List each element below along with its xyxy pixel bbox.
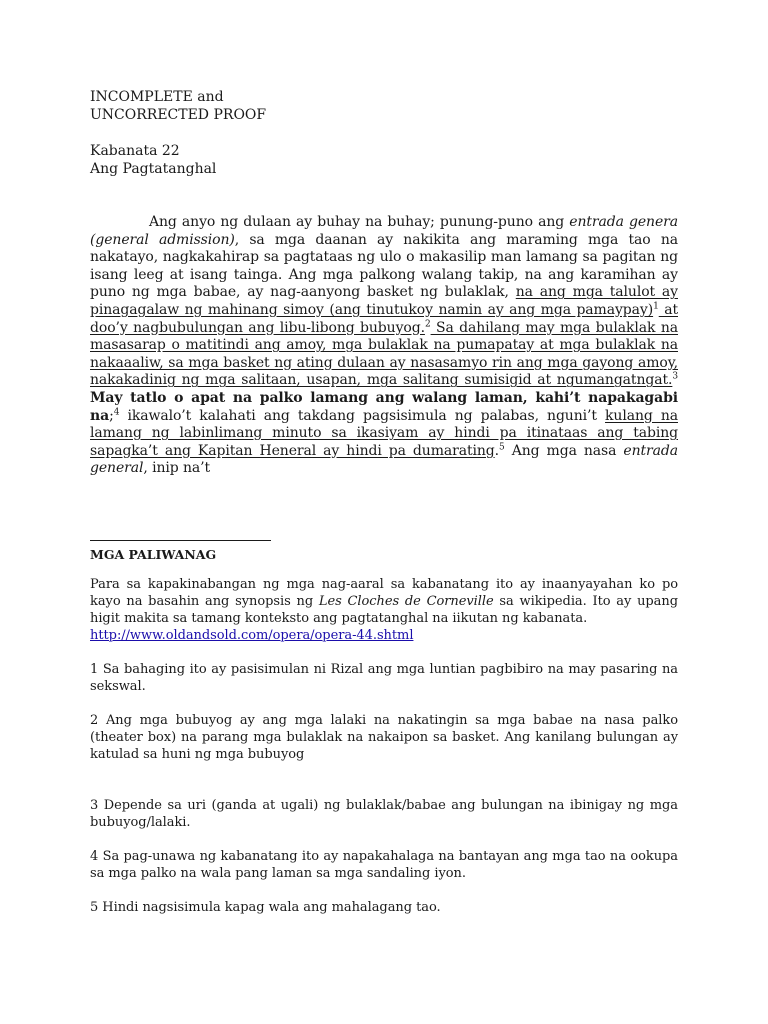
footnote-separator [90,540,271,541]
notes-heading: MGA PALIWANAG [90,547,217,562]
proof-notice-line-2: UNCORRECTED PROOF [90,107,267,123]
footnote-4: 4 Sa pag-unawa ng kabanatang ito ay napakahalaga na bantayan ang mga tao na ookupa sa mga palko na wala pang laman sa mga sandaling iyon. [90,849,678,881]
chapter-title: Ang Pagtatanghal [90,161,217,177]
footnote-3: 3 Depende sa uri (ganda at ugali) ng bulaklak/babae ang bulungan na ibinigay ng mga bubuyog/lalaki. [90,798,678,830]
underlined-passage: at doo’y nagbubulungan ang libu-libong bubuyog. [90,301,678,336]
chapter-heading [90,142,678,178]
body-text: ; [109,407,114,424]
body-text: ikawalo’t kalahati ang takdang pagsisimula ng palabas, nguni’t [119,407,606,424]
underlined-passage: kulang na lamang ng labinlimang minuto sa ikasiyam ay hindi pa itinataas ang tabing sapagka’t ang Kapitan Heneral ay hindi pa dumarating [90,407,678,459]
proof-notice-line-1: INCOMPLETE and [90,89,224,105]
footnote-ref-3[interactable]: 3 [672,371,678,382]
underlined-passage: Sa dahilang may mga bulaklak na masasarap o matitindi ang amoy, mga bulaklak na pumapatay at mga bulaklak na nakaaaliw, sa mga basket ng ating dulaan ay nasasamyo rin ang mga gayong amoy, nakakadinig ng mga salitaan, usapan, mga salitang sumisigid at ngumangatngat. [90,319,679,389]
footnote-1: 1 Sa bahaging ito ay pasisimulan ni Rizal ang mga luntian pagbibiro na may pasaring na sekswal. [90,662,678,694]
opera-title: Les Cloches de Corneville [318,594,494,609]
body-italic-text: entrada general [90,442,678,477]
notes-intro-text: Para sa kapakinabangan ng mga nag-aaral sa kabanatang ito ay inaanyayahan ko po kayo na basahin ang synopsis ng [90,577,678,609]
proof-notice [90,88,678,124]
bold-passage: May tatlo o apat na palko lamang ang walang laman, kahi’t napakagabi na [90,389,678,424]
notes-section [90,546,678,933]
footnote-ref-1[interactable]: 1 [653,301,659,312]
footnote-ref-4[interactable]: 4 [113,406,120,417]
notes-intro [90,576,678,644]
footnote-5: 5 Hindi nagsisimula kapag wala ang mahalagang tao. [90,900,441,915]
chapter-number: Kabanata 22 [90,143,180,159]
footnote-ref-2[interactable]: 2 [424,318,431,329]
body-text: Ang anyo ng dulaan ay buhay na buhay; punung-puno ang [149,214,570,230]
chapter-body-paragraph [90,214,678,478]
body-text: . [494,442,500,459]
body-italic-text: entrada genera (general admission) [90,214,678,248]
body-text: , inip na’t [143,460,210,477]
underlined-passage: na ang mga talulot ay pinagagalaw ng mahinang simoy (ang tinutukoy namin ay ang mga pamaypay) [90,284,678,318]
notes-intro-text: sa wikipedia. Ito ay upang higit makita sa tamang konteksto ang pagtatanghal na iikutan ng kabanata. [90,594,678,626]
document-page [90,88,678,492]
synopsis-link[interactable]: http://www.oldandsold.com/opera/opera-44.shtml [90,628,414,643]
body-text: , sa mga daanan ay nakikita ang maraming mga tao na nakatayo, nagkakahirap sa pagtataas ng ulo o makasilip man lamang sa pagitan ng isang leeg at isang tainga. Ang mga palkong walang takip, na ang karamihan ay puno ng mga babae, ay nag-aanyong basket ng bulaklak, [90,231,678,301]
footnote-2: 2 Ang mga bubuyog ay ang mga lalaki na nakatingin sa mga babae na nasa palko (theater box) na parang mga bulaklak na nakaipon sa basket. Ang kanilang bulungan ay katulad sa huni ng mga bubuyog [90,713,678,762]
body-text: Ang mga nasa [504,442,624,459]
footnote-ref-5[interactable]: 5 [499,442,505,453]
